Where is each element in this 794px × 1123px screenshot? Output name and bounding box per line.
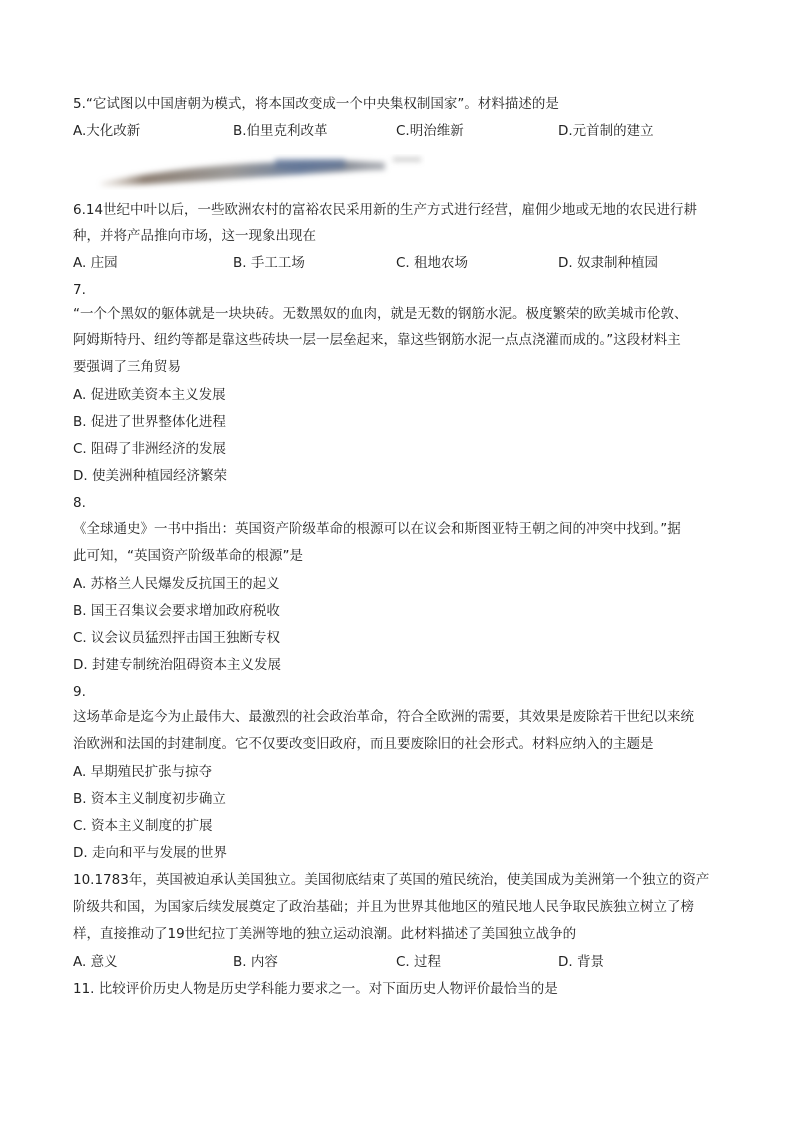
- question-6-options: [73, 253, 753, 273]
- question-7-stem-line-3: 要强调了三角贸易: [73, 359, 181, 375]
- option-b[interactable]: B.伯里克利改革: [233, 123, 328, 139]
- option-d[interactable]: D. 走向和平与发展的世界: [73, 845, 227, 861]
- option-a[interactable]: A. 早期殖民扩张与掠夺: [73, 764, 213, 780]
- option-b[interactable]: B. 内容: [233, 954, 278, 970]
- option-b[interactable]: B. 国王召集议会要求增加政府税收: [73, 603, 280, 619]
- question-7-stem-line-1: “一个个黑奴的躯体就是一块块砖。无数黑奴的血肉，就是无数的钢筋水泥。极度繁荣的欧美城市伦敦、: [73, 306, 688, 322]
- option-c[interactable]: C. 阻碍了非洲经济的发展: [73, 441, 227, 457]
- option-a[interactable]: A. 庄园: [73, 255, 118, 271]
- option-d[interactable]: D.元首制的建立: [558, 123, 654, 139]
- option-d[interactable]: D. 使美洲种植园经济繁荣: [73, 468, 227, 484]
- option-c[interactable]: C.明治维新: [396, 123, 464, 139]
- question-8-stem-line-2: 此可知，“英国资产阶级革命的根源”是: [73, 548, 303, 564]
- option-b[interactable]: B. 资本主义制度初步确立: [73, 791, 226, 807]
- option-c[interactable]: C. 议会议员猛烈抨击国王独断专权: [73, 630, 281, 646]
- question-7-number: 7.: [73, 282, 86, 298]
- option-a[interactable]: A.大化改新: [73, 123, 141, 139]
- question-6-stem-line-1: 6.14世纪中叶以后，一些欧洲农村的富裕农民采用新的生产方式进行经营，雇佣少地或无地的农民进行耕: [73, 202, 698, 218]
- option-c[interactable]: C. 租地农场: [396, 255, 469, 271]
- option-a[interactable]: A. 苏格兰人民爆发反抗国王的起义: [73, 576, 280, 592]
- option-c[interactable]: C. 资本主义制度的扩展: [73, 818, 213, 834]
- option-b[interactable]: B. 手工工场: [233, 255, 305, 271]
- question-9-number: 9.: [73, 684, 86, 700]
- option-d[interactable]: D. 背景: [558, 954, 604, 970]
- question-10-options: [73, 952, 753, 972]
- question-7-stem-line-2: 阿姆斯特丹、纽约等都是靠这些砖块一层一层垒起来，靠这些钢筋水泥一点点浇灌而成的。”这段材料主: [73, 332, 681, 348]
- option-b[interactable]: B. 促进了世界整体化进程: [73, 414, 226, 430]
- question-8-stem-line-1: 《全球通史》一书中指出：英国资产阶级革命的根源可以在议会和斯图亚特王朝之间的冲突中找到。”据: [73, 521, 681, 537]
- question-5-stem: 5.“它试图以中国唐朝为模式，将本国改变成一个中央集权制国家”。材料描述的是: [73, 96, 559, 112]
- option-d[interactable]: D. 封建专制统治阻碍资本主义发展: [73, 657, 281, 673]
- option-a[interactable]: A. 意义: [73, 954, 118, 970]
- question-9-stem-line-2: 治欧洲和法国的封建制度。它不仅要改变旧政府，而且要废除旧的社会形式。材料应纳入的主题是: [73, 736, 654, 752]
- option-d[interactable]: D. 奴隶制种植园: [558, 255, 658, 271]
- option-a[interactable]: A. 促进欧美资本主义发展: [73, 387, 226, 403]
- question-10-stem-line-2: 阶级共和国，为国家后续发展奠定了政治基础；并且为世界其他地区的殖民地人民争取民族独立树立了榜: [73, 899, 694, 915]
- scan-smudge-image: [95, 154, 425, 190]
- option-c[interactable]: C. 过程: [396, 954, 442, 970]
- question-10-stem-line-3: 样，直接推动了19世纪拉丁美洲等地的独立运动浪潮。此材料描述了美国独立战争的: [73, 926, 577, 942]
- question-9-stem-line-1: 这场革命是迄今为止最伟大、最激烈的社会政治革命，符合全欧洲的需要，其效果是废除若干世纪以来统: [73, 709, 694, 725]
- question-11-stem: 11. 比较评价历史人物是历史学科能力要求之一。对下面历史人物评价最恰当的是: [73, 981, 558, 997]
- question-10-stem-line-1: 10.1783年，英国被迫承认美国独立。美国彻底结束了英国的殖民统治，使美国成为美洲第一个独立的资产: [73, 872, 710, 888]
- question-8-number: 8.: [73, 495, 86, 511]
- question-6-stem-line-2: 种，并将产品推向市场，这一现象出现在: [73, 228, 316, 244]
- question-5-options: [73, 121, 753, 141]
